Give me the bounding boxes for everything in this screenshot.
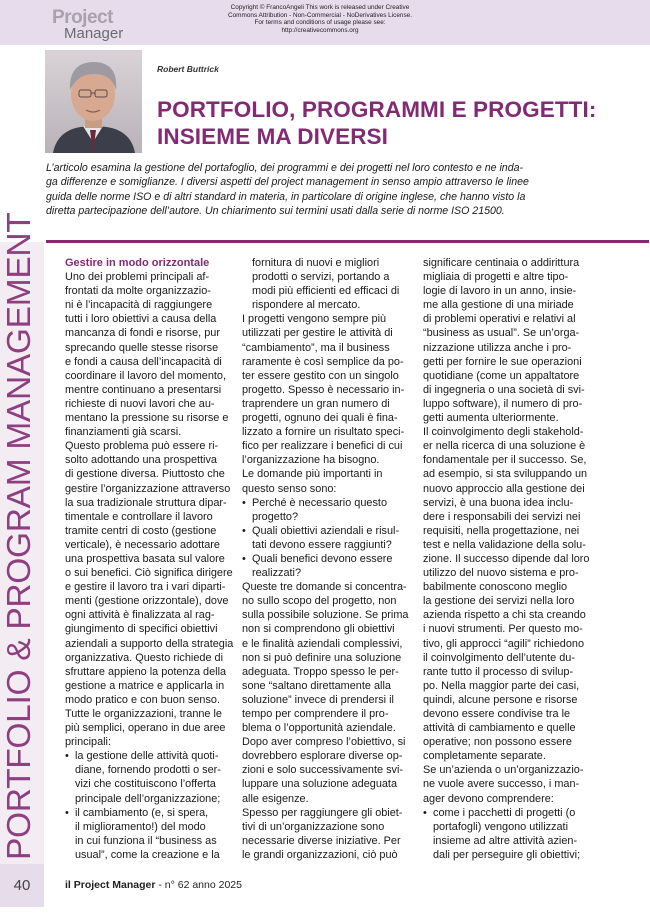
body-text-line: coordinare il lavoro del momento, — [65, 369, 227, 382]
bullet-continuation — [242, 566, 412, 580]
bullet-text: come i pacchetti di progetti (o — [433, 806, 576, 819]
bullet-marker — [65, 777, 75, 791]
body-text-line: tutti i loro obiettivi a causa della — [65, 313, 217, 326]
bullet-marker — [242, 566, 252, 580]
body-text-line: nuovo approccio alla gestione dei — [423, 482, 585, 495]
body-text-line: quotidiane (come un appaltatore — [423, 369, 580, 382]
bullet-marker — [65, 834, 75, 848]
body-text-line: utilizzati per gestire le attività di — [242, 327, 393, 340]
body-text-line: ogni attività è finalizzata al rag- — [65, 609, 215, 622]
body-text-line: finanziamenti già scarsi. — [65, 426, 182, 439]
body-text-line: modo pratico e con buon senso. — [65, 693, 220, 706]
body-text-line: le grandi organizzazioni, ciò può — [242, 848, 398, 861]
body-text-line: Dopo aver compreso l’obiettivo, si — [242, 736, 406, 749]
bullet-continuation — [423, 848, 595, 862]
text-column-1 — [65, 256, 233, 862]
bullet-text: fornitura di nuovi e migliori — [252, 257, 380, 269]
bullet-text: il miglioramento!) del modo — [75, 820, 206, 833]
bullet-marker: • — [423, 806, 427, 819]
abstract-line: ga differenze e somiglianze. I diversi aspetti del project management in senso ampio attraverso le linee — [46, 176, 529, 189]
bullet-marker — [65, 763, 75, 777]
copyright-line: Copyright © FrancoAngeli This work is released under Creative — [230, 4, 410, 11]
body-text-line: solto adottando una prospettiva — [65, 454, 217, 467]
bullet-text: usual”, come la creazione e la — [75, 848, 220, 861]
body-text-line: progetto. Spesso è necessario in- — [242, 383, 405, 396]
section-rule — [46, 240, 649, 243]
text-column-3 — [423, 256, 595, 862]
body-text-line: di problemi operativi e relativi al — [423, 313, 576, 326]
body-text-line: sulla possibile soluzione. Se prima — [242, 609, 409, 622]
bullet-text: modi più efficienti ed efficaci di — [252, 285, 400, 298]
body-text-line: giungimento di specifici obiettivi — [65, 623, 218, 636]
body-text-line: ne vuole avere successo, i man- — [423, 778, 580, 791]
body-text-line: e gestire il lavoro tra i vari diparti- — [65, 581, 226, 594]
bullet-marker: • — [242, 496, 246, 509]
body-text-line: aziendali a supporto della strategia — [65, 637, 234, 650]
body-text-line: questo senso sono: — [242, 482, 337, 495]
body-text-line: i nuovi strumenti. Per questo mo- — [423, 623, 583, 636]
body-text-line: non si comprendono gli obiettivi — [242, 623, 395, 636]
article-title — [157, 96, 637, 150]
bullet-text: la gestione delle attività quoti- — [75, 750, 219, 763]
bullet-text: progetto? — [252, 510, 299, 523]
author-name: Robert Buttrick — [157, 64, 219, 74]
abstract-line: guida delle norme ISO e di altri standard in materia, in particolare di origine inglese, che hanno visto la — [46, 190, 526, 203]
body-text-line: traprendere un gran numero di — [242, 397, 390, 410]
body-text-line: non si può definire una soluzione — [242, 651, 402, 664]
body-text-line: progetti, ognuno dei quali è fina- — [242, 412, 398, 425]
body-text-line: una prospettiva basata sul valore — [65, 552, 225, 565]
body-text-line: operative; non possono essere — [423, 736, 572, 749]
author-photo — [45, 50, 142, 153]
bullet-marker: • — [242, 524, 246, 537]
body-text-line: timentale e controllare il lavoro — [65, 510, 213, 523]
bullet-text: rispondere al mercato. — [252, 299, 361, 312]
bullet-marker — [242, 284, 252, 298]
body-text-line: sone “saltano direttamente alla — [242, 679, 391, 692]
body-text-line: di gestione diversa. Piuttosto che — [65, 468, 225, 481]
body-text-line: e le finalità aziendali complessivi, — [242, 637, 403, 650]
title-line: PORTFOLIO, PROGRAMMI E PROGETTI: — [157, 97, 597, 122]
body-text-line: ad esempio, si sta sviluppando un — [423, 468, 588, 481]
bullet-text: realizzati? — [252, 567, 302, 580]
body-text-line: Le domande più importanti in — [242, 468, 383, 481]
bullet-marker — [65, 820, 75, 834]
magazine-name: il Project Manager — [65, 879, 156, 891]
body-text-line: dere i responsabili dei servizi nei — [423, 510, 581, 523]
body-text-line: e fondi a causa dell’incapacità di — [65, 355, 222, 368]
bullet-text: il cambiamento (e, si spera, — [75, 806, 209, 819]
bullet-text: tati devono essere raggiunti? — [252, 538, 392, 551]
bullet-text: Perché è necessario questo — [252, 496, 388, 509]
body-text-line: ter essere gestito con un singolo — [242, 369, 399, 382]
page-number: 40 — [0, 864, 44, 907]
bullet-continuation — [423, 820, 595, 834]
bullet-continuation — [65, 848, 233, 862]
body-text-line: I progetti vengono sempre più — [242, 313, 387, 326]
bullet-continuation — [242, 538, 412, 552]
bullet-marker — [65, 848, 75, 862]
body-text-line: tivi di un’organizzazione sono — [242, 820, 385, 833]
abstract-line: L’articolo esamina la gestione del portafoglio, dei programmi e dei progetti nel loro contesto e ne inda- — [46, 162, 524, 174]
body-text-line: significare centinaia o addirittura — [423, 257, 580, 269]
body-text-line: adeguata. Troppo spesso le per- — [242, 665, 399, 678]
body-text-line: verticale), è necessario adottare — [65, 538, 220, 551]
bullet-item — [242, 496, 412, 510]
body-text-line: test e nella validazione della solu- — [423, 538, 586, 551]
body-text-line: sfruttare appieno la potenza della — [65, 665, 227, 678]
body-text-line: principali: — [65, 736, 112, 749]
body-text-line: zioni e solo successivamente svi- — [242, 764, 404, 777]
body-text-line: completamente separate. — [423, 750, 546, 763]
body-text-line: getti aumenta ulteriormente. — [423, 412, 559, 425]
bullet-item — [65, 749, 233, 763]
body-text-line: soluzione” invece di prendersi il — [242, 693, 394, 706]
bullet-text: Quali obiettivi aziendali e risul- — [252, 524, 400, 537]
logo-line1: Project — [52, 7, 113, 28]
bullet-continuation — [65, 763, 233, 777]
footer-issue — [65, 879, 242, 891]
copyright-line: http://creativecommons.org — [281, 26, 359, 34]
bullet-text: Quali benefici devono essere — [252, 552, 393, 565]
body-text-line: dovrebbero esplorare diverse op- — [242, 750, 403, 763]
body-text-line: o sui benefici. Ciò significa dirigere — [65, 567, 233, 580]
body-text-line: la gestione dei servizi nella loro — [423, 595, 575, 608]
copyright-line: For terms and conditions of usage please see: — [254, 19, 386, 27]
body-text-line: me alla gestione di una miriade — [423, 299, 574, 312]
bullet-continuation — [242, 284, 412, 298]
body-text-line: logie di lavoro in un anno, insie- — [423, 285, 577, 298]
body-text-line: rante tutto il processo di svilup- — [423, 665, 574, 678]
body-text-line: Se un’azienda o un’organizzazio- — [423, 764, 584, 777]
body-text-line: tivo, gli approcci “agili” richiedono — [423, 637, 585, 650]
body-text-line: luppo software), il numero di pro- — [423, 397, 583, 410]
bullet-text: prodotti o servizi, portando a — [252, 271, 390, 284]
bullet-marker — [242, 256, 252, 270]
body-text-line: raramente è così semplice da po- — [242, 355, 404, 368]
article-abstract — [46, 161, 646, 218]
body-text-line: organizzativa. Questo richiede di — [65, 651, 223, 664]
body-text-line: mancanza di fondi e risorse, pur — [65, 327, 220, 340]
body-text-line: “business as usual”. Se un’orga- — [423, 327, 580, 340]
body-text-line: l’organizzazione ha bisogno. — [242, 454, 380, 467]
body-text-line: azienda rispetto a chi sta creando — [423, 609, 586, 622]
body-text-line: attività di cambiamento e quelle — [423, 722, 576, 735]
body-text-line: gestione a matrice e applicarla in — [65, 679, 225, 692]
body-text-line: zione. Il successo dipende dal loro — [423, 552, 590, 565]
body-text-line: Uno dei problemi principali af- — [65, 271, 210, 284]
body-text-line: no sullo scopo del progetto, non — [242, 595, 397, 608]
body-text-line: migliaia di progetti e altre tipo- — [423, 271, 569, 284]
bullet-continuation — [242, 298, 412, 312]
body-text-line: devono essere condivise tra le — [423, 708, 571, 720]
bullet-marker: • — [65, 750, 69, 763]
body-text-line: necessarie diverse iniziative. Per — [242, 834, 401, 847]
bullet-item — [423, 806, 595, 820]
body-text-line: tempo per comprendere il pro- — [242, 708, 389, 720]
bullet-continuation — [65, 792, 233, 806]
bullet-marker: • — [65, 806, 69, 819]
body-text-line: più semplici, operano in due aree — [65, 722, 226, 735]
bullet-continuation — [65, 820, 233, 834]
bullet-text: diane, fornendo prodotti o ser- — [75, 764, 221, 777]
abstract-line: diretta partecipazione dell’autore. Un chiarimento sui termini usati dalla serie di norme ISO 21500. — [46, 204, 505, 217]
body-text-line: er nella ricerca di una soluzione è — [423, 440, 586, 453]
body-text-line: utilizzo del nuovo sistema e pro- — [423, 567, 579, 580]
bullet-text: principale dell’organizzazione; — [75, 792, 221, 805]
bullet-item — [65, 806, 233, 820]
issue-info: - n° 62 anno 2025 — [155, 879, 242, 891]
body-text-line: blema o l’opportunità aziendale. — [242, 722, 396, 735]
body-text-line: mentre continuano a presentarsi — [65, 383, 222, 396]
body-text-line: “cambiamento”, ma il business — [242, 341, 390, 354]
bullet-item — [242, 524, 412, 538]
bullet-marker — [423, 820, 433, 834]
body-text-line: getti per fornire le sue operazioni — [423, 355, 582, 368]
body-text-line: babilmente conoscono meglio — [423, 581, 568, 594]
bullet-marker: • — [242, 552, 246, 565]
body-text-line: gestire l’organizzazione attraverso — [65, 482, 231, 495]
bullet-continuation — [242, 256, 412, 270]
bullet-text: insieme ad altre attività azien- — [433, 834, 578, 847]
bullet-continuation — [242, 270, 412, 284]
body-text-line: frontati da molte organizzazio- — [65, 285, 211, 298]
bullet-marker — [242, 510, 252, 524]
bullet-continuation — [423, 834, 595, 848]
body-text-line: Il coinvolgimento degli stakehold- — [423, 426, 584, 439]
bullet-text: portafogli) vengono utilizzati — [433, 820, 569, 833]
body-text-line: Tutte le organizzazioni, tranne le — [65, 708, 222, 720]
bullet-text: dali per perseguire gli obiettivi; — [433, 848, 581, 861]
body-text-line: mentano la pressione su risorse e — [65, 412, 229, 425]
body-text-line: fico per realizzare i benefici di cui — [242, 440, 403, 453]
bullet-text: in cui funziona il “business as — [75, 834, 217, 847]
bullet-marker — [423, 848, 433, 862]
bullet-marker — [242, 298, 252, 312]
title-line: INSIEME MA DIVERSI — [157, 124, 388, 149]
bullet-marker — [242, 270, 252, 284]
bullet-continuation — [242, 510, 412, 524]
body-text-line: nizzazione utilizza anche i pro- — [423, 341, 572, 354]
body-text-line: la sua tradizionale struttura dipar- — [65, 496, 227, 509]
body-text-line: quindi, alcune persone e risorse — [423, 693, 578, 706]
body-text-line: sprecando quelle stesse risorse — [65, 341, 219, 354]
body-text-line: il coinvolgimento dell’utente du- — [423, 651, 575, 664]
body-text-line: luppare una soluzione adeguata — [242, 778, 398, 791]
body-text-line: ager devono comprendere: — [423, 792, 554, 805]
body-text-line: richieste di nuovi lavori che au- — [65, 397, 215, 410]
body-text-line: fondamentale per il successo. Se, — [423, 454, 587, 467]
bullet-marker — [423, 834, 433, 848]
body-text-line: servizi, è una buona idea inclu- — [423, 496, 574, 509]
body-text-line: di ingegneria o una società di svi- — [423, 383, 585, 396]
copyright-line: Commons Attribution - Non-Commercial - NoDerivatives License. — [228, 11, 412, 19]
body-text-line: ni è l’incapacità di raggiungere — [65, 299, 213, 312]
text-column-2 — [242, 256, 412, 862]
section-label: PORTFOLIO & PROGRAM MANAGEMENT — [1, 212, 38, 860]
bullet-text: vizi che costituiscono l’offerta — [75, 778, 216, 791]
bullet-continuation — [65, 834, 233, 848]
body-text-line: Questo problema può essere ri- — [65, 440, 219, 453]
body-text-line: Queste tre domande si concentra- — [242, 581, 407, 594]
copyright-notice — [200, 4, 440, 34]
body-text-line: lizzato a fornire un risultato speci- — [242, 426, 405, 439]
logo-line2: Manager — [64, 25, 124, 42]
body-text-line: Spesso per raggiungere gli obiet- — [242, 806, 403, 819]
bullet-item — [242, 552, 412, 566]
bullet-marker — [242, 538, 252, 552]
magazine-logo — [52, 8, 152, 42]
section-subheading: Gestire in modo orizzontale — [65, 257, 210, 269]
bullet-continuation — [65, 777, 233, 791]
body-text-line: menti (gestione orizzontale), dove — [65, 595, 229, 608]
bullet-marker — [65, 792, 75, 806]
body-text-line: po. Nella maggior parte dei casi, — [423, 679, 580, 692]
body-text-line: tramite centri di costo (gestione — [65, 524, 217, 537]
body-text-line: requisiti, nella progettazione, nei — [423, 524, 580, 537]
body-text-line: alle esigenze. — [242, 792, 309, 805]
